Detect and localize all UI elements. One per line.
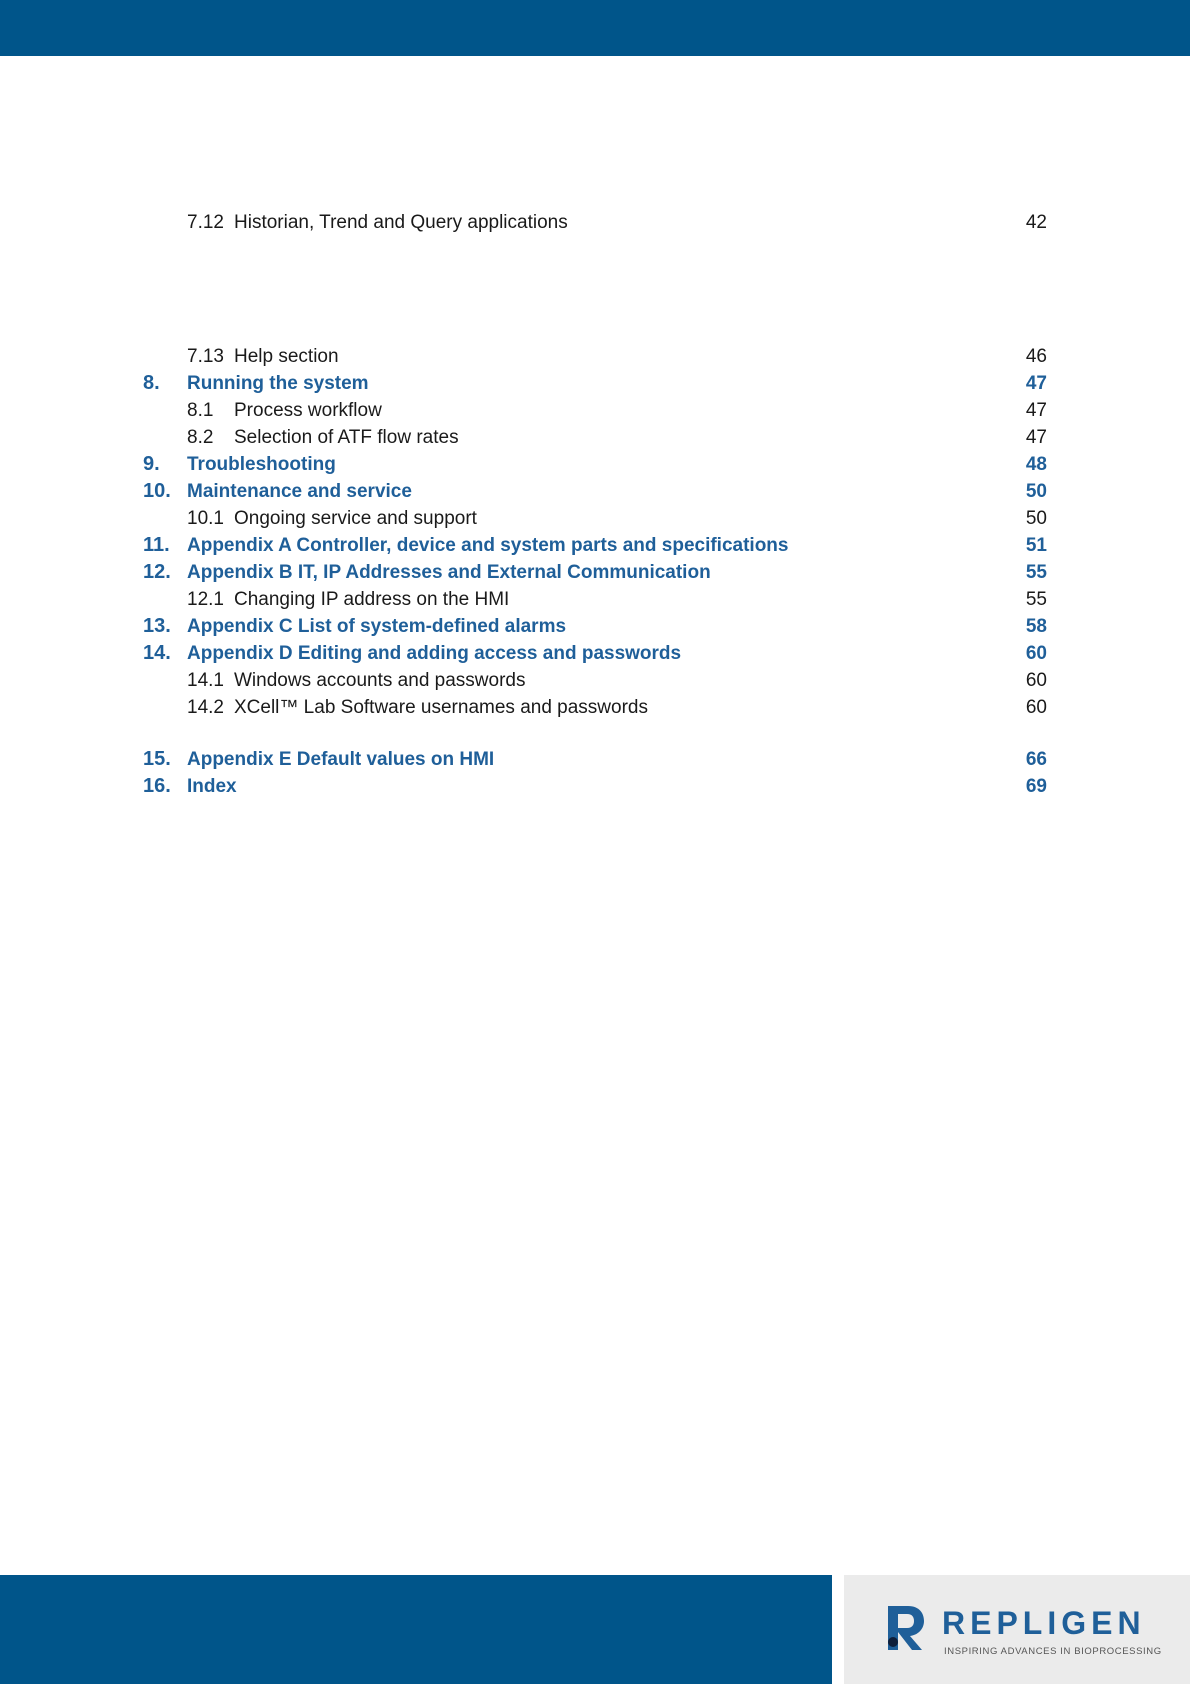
toc-entry-number: 8.1 xyxy=(187,400,214,421)
toc-entry-title: Process workflow xyxy=(234,400,382,421)
toc-entry-page: 42 xyxy=(1025,212,1047,233)
toc-block-2 xyxy=(143,343,1047,721)
toc-entry-page: 50 xyxy=(1025,481,1047,502)
toc-entry-number: 12. xyxy=(143,561,171,583)
toc-entry-title: Index xyxy=(187,776,237,797)
toc-chapter-link[interactable] xyxy=(143,532,1047,559)
toc-block-3 xyxy=(143,746,1047,800)
footer-bar xyxy=(0,1575,832,1684)
toc-entry-number: 12.1 xyxy=(187,589,224,610)
toc-chapter-link[interactable] xyxy=(143,746,1047,773)
toc-entry-page: 60 xyxy=(1025,670,1047,691)
toc-entry-number: 9. xyxy=(143,453,160,475)
toc-entry-page: 55 xyxy=(1025,562,1047,583)
toc-entry-page: 46 xyxy=(1025,346,1047,367)
toc-entry-number: 10. xyxy=(143,480,171,502)
toc-chapter-link[interactable] xyxy=(143,640,1047,667)
toc-entry-number: 8.2 xyxy=(187,427,214,448)
toc-chapter-link[interactable] xyxy=(143,478,1047,505)
toc-entry-number: 14.1 xyxy=(187,670,224,691)
toc-entry-page: 48 xyxy=(1025,454,1047,475)
toc-entry-title: Ongoing service and support xyxy=(234,508,477,529)
toc-entry-page: 60 xyxy=(1025,643,1047,664)
toc-section-link[interactable] xyxy=(143,343,1047,370)
toc-entry-page: 66 xyxy=(1025,749,1047,770)
brand-tagline: INSPIRING ADVANCES IN BIOPROCESSING xyxy=(944,1646,1162,1657)
brand-name: REPLIGEN xyxy=(942,1605,1146,1641)
toc-chapter-link[interactable] xyxy=(143,773,1047,800)
toc-entry-number: 16. xyxy=(143,775,171,797)
toc-entry-title: Appendix C List of system-defined alarms xyxy=(187,616,567,637)
toc-entry-title: Appendix E Default values on HMI xyxy=(187,749,495,770)
logo-panel xyxy=(844,1575,1190,1684)
toc-entry-number: 7.12 xyxy=(187,212,224,233)
toc-entry-title: Historian, Trend and Query applications xyxy=(234,212,568,233)
toc-section-link[interactable] xyxy=(143,667,1047,694)
toc-section-link[interactable] xyxy=(143,424,1047,451)
toc-entry-page: 58 xyxy=(1025,616,1047,637)
toc-chapter-link[interactable] xyxy=(143,613,1047,640)
toc-entry-number: 8. xyxy=(143,372,160,394)
toc-chapter-link[interactable] xyxy=(143,451,1047,478)
toc-entry-number: 11. xyxy=(143,534,170,556)
toc-entry-page: 47 xyxy=(1025,373,1047,394)
toc-entry-title: Appendix B IT, IP Addresses and External Communication xyxy=(187,562,711,583)
toc-section-link[interactable] xyxy=(143,397,1047,424)
toc-entry-number: 15. xyxy=(143,748,171,770)
toc-chapter-link[interactable] xyxy=(143,559,1047,586)
toc-entry-number: 10.1 xyxy=(187,508,224,529)
toc-entry-title: Appendix A Controller, device and system parts and specifications xyxy=(187,535,789,556)
toc-entry-page: 55 xyxy=(1025,589,1047,610)
toc-entry-page: 51 xyxy=(1025,535,1047,556)
toc-entry-title: Maintenance and service xyxy=(187,481,412,502)
toc-entry-title: Help section xyxy=(234,346,339,367)
toc-entry-title: Changing IP address on the HMI xyxy=(234,589,510,610)
toc-section-link[interactable] xyxy=(143,505,1047,532)
toc-entry-title: Running the system xyxy=(187,373,369,394)
toc-entry-title: Appendix D Editing and adding access and passwords xyxy=(187,643,682,664)
toc-entry-number: 14. xyxy=(143,642,171,664)
toc-entry-page: 47 xyxy=(1025,427,1047,448)
toc-entry-title: Troubleshooting xyxy=(187,454,336,475)
toc-section-link[interactable] xyxy=(143,209,1047,236)
toc-entry-title: XCell™ Lab Software usernames and passwords xyxy=(234,697,648,718)
toc-chapter-link[interactable] xyxy=(143,370,1047,397)
toc-section-link[interactable] xyxy=(143,586,1047,613)
toc-section-link[interactable] xyxy=(143,694,1047,721)
toc-block-1 xyxy=(143,209,1047,236)
toc-entry-number: 14.2 xyxy=(187,697,224,718)
toc-entry-number: 7.13 xyxy=(187,346,224,367)
toc-entry-page: 47 xyxy=(1025,400,1047,421)
toc-entry-page: 50 xyxy=(1025,508,1047,529)
toc-entry-page: 69 xyxy=(1025,776,1047,797)
header-bar xyxy=(0,0,1190,56)
toc-entry-number: 13. xyxy=(143,615,171,637)
repligen-logo-icon xyxy=(884,1602,926,1654)
toc-entry-page: 60 xyxy=(1025,697,1047,718)
toc-entry-title: Selection of ATF flow rates xyxy=(234,427,459,448)
toc-entry-title: Windows accounts and passwords xyxy=(234,670,526,691)
